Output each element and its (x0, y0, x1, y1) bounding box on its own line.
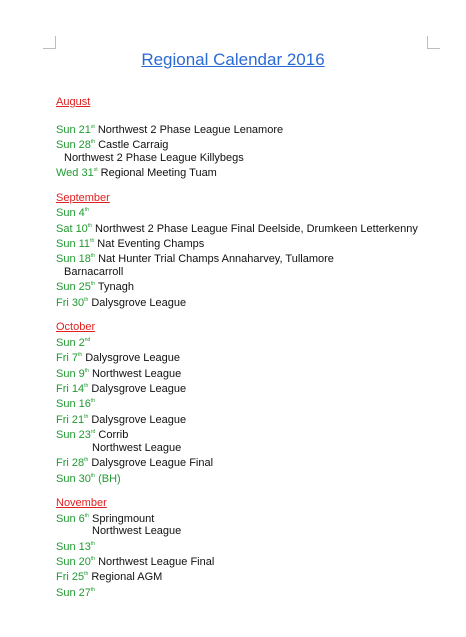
month-heading: November (56, 497, 107, 510)
entry-date (56, 556, 95, 568)
entry-day-suffix: th (90, 238, 95, 245)
month-heading: October (56, 321, 96, 334)
entry-day: Wed 31 (56, 167, 94, 180)
entry-date (56, 207, 89, 219)
entry-day-suffix: th (84, 383, 89, 390)
month-heading: September (56, 191, 110, 204)
entry-date (56, 167, 98, 179)
calendar-entry (56, 365, 456, 380)
entry-event: Dalysgrove League (91, 413, 187, 426)
entry-event: Northwest League Final (98, 555, 215, 568)
entry-date (56, 513, 89, 525)
entry-day: Sun 21 (56, 123, 91, 136)
entry-date (56, 281, 95, 293)
entry-day: Sun 6 (56, 512, 85, 525)
entry-day: Sun 16 (56, 398, 91, 411)
entry-event: Dalysgrove League Final (91, 457, 214, 470)
entry-day: Sun 18 (56, 253, 91, 266)
calendar-entry (56, 294, 456, 309)
entry-event: Dalysgrove League (85, 352, 181, 365)
calendar-entry (56, 538, 456, 553)
calendar-entry (56, 164, 456, 179)
document-title: Regional Calendar 2016 (141, 50, 325, 69)
entry-event: Corrib (98, 429, 129, 442)
entry-day-suffix: th (90, 253, 96, 260)
entry-date (56, 139, 95, 151)
calendar-entry (56, 411, 456, 426)
calendar-entry (56, 454, 456, 469)
entry-event: Nat Eventing Champs (97, 238, 205, 251)
entry-date (56, 587, 95, 599)
entry-day-suffix: th (84, 571, 89, 578)
calendar-entry (56, 136, 456, 151)
entry-day: Sun 30 (56, 472, 91, 485)
calendar-entry (56, 278, 456, 293)
calendar-entry (56, 349, 456, 364)
blank-line (56, 179, 456, 191)
entry-date (56, 383, 88, 395)
entry-day: Sun 11 (56, 238, 91, 251)
entry-day: Sun 25 (56, 281, 91, 294)
entry-date (56, 124, 95, 136)
entry-date (56, 337, 90, 349)
month-heading: August (56, 96, 91, 108)
calendar-entry (56, 510, 456, 525)
entry-day-suffix: th (87, 222, 92, 229)
entry-day: Fri 25 (56, 571, 85, 584)
entry-event: Regional Meeting Tuam (100, 167, 217, 180)
entry-day-suffix: nd (84, 336, 91, 343)
entry-date (56, 414, 88, 426)
entry-day: Sun 2 (56, 336, 85, 349)
crop-mark-top-left (43, 36, 56, 49)
entry-event: Dalysgrove League (91, 383, 187, 396)
blank-line (56, 485, 456, 497)
calendar-body (56, 96, 456, 599)
entry-event-continuation: Northwest League (92, 441, 182, 454)
entry-event: Castle Carraig (98, 139, 169, 152)
entry-day: Sun 4 (56, 207, 85, 220)
entry-day: Fri 14 (56, 383, 85, 396)
entry-date (56, 473, 95, 485)
entry-date (56, 541, 95, 553)
calendar-entry (56, 220, 456, 235)
entry-day: Sun 27 (56, 586, 91, 599)
entry-date (56, 352, 82, 364)
entry-date (56, 238, 94, 250)
entry-event-continuation: Barnacarroll (64, 265, 124, 278)
entry-day-suffix: th (84, 367, 89, 374)
calendar-entry (56, 426, 456, 441)
calendar-entry (56, 204, 456, 219)
entry-day-suffix: th (90, 540, 96, 547)
entry-day: Sun 13 (56, 540, 91, 553)
crop-mark-top-right (427, 36, 440, 49)
entry-event-continuation: Northwest League (92, 525, 182, 538)
blank-line (56, 309, 456, 321)
calendar-entry (56, 334, 456, 349)
entry-date (56, 398, 95, 410)
entry-date (56, 368, 89, 380)
entry-event: (BH) (98, 472, 121, 485)
entry-event: Northwest 2 Phase League Lenamore (97, 123, 284, 136)
entry-event-continuation: Northwest 2 Phase League Killybegs (64, 151, 244, 164)
entry-event: Northwest League (91, 367, 182, 380)
entry-day-suffix: th (84, 207, 89, 214)
entry-day-suffix: st (93, 167, 98, 174)
entry-day: Sun 23 (56, 429, 91, 442)
entry-day: Fri 7 (56, 352, 78, 365)
entry-day: Sun 9 (56, 367, 85, 380)
entry-day-suffix: st (90, 123, 95, 130)
calendar-entry (56, 250, 456, 265)
entry-day: Fri 30 (56, 296, 85, 309)
calendar-entry (56, 380, 456, 395)
entry-event: Regional AGM (91, 571, 163, 584)
entry-day-suffix: th (90, 398, 96, 405)
calendar-entry (56, 121, 456, 136)
entry-event: Springmount (91, 512, 155, 525)
entry-date (56, 429, 95, 441)
entry-date (56, 457, 88, 469)
calendar-entry (56, 553, 456, 568)
entry-day: Sun 20 (56, 555, 91, 568)
entry-day: Fri 28 (56, 457, 85, 470)
entry-day-suffix: th (78, 352, 83, 359)
entry-day-suffix: th (90, 281, 96, 288)
entry-date (56, 571, 88, 583)
calendar-entry (56, 568, 456, 583)
entry-event: Nat Hunter Trial Champs Annaharvey, Tullamore (98, 253, 334, 266)
entry-date (56, 297, 88, 309)
calendar-entry (56, 395, 456, 410)
entry-event: Dalysgrove League (91, 296, 187, 309)
entry-day-suffix: rd (90, 429, 96, 436)
entry-day: Sun 28 (56, 139, 91, 152)
entry-event: Tynagh (97, 281, 134, 294)
entry-day-suffix: th (84, 512, 89, 519)
entry-day: Fri 21 (56, 413, 85, 426)
entry-day-suffix: th (84, 457, 89, 464)
entry-day-suffix: th (90, 472, 96, 479)
entry-date (56, 253, 95, 265)
calendar-entry (56, 584, 456, 599)
entry-day-suffix: th (90, 139, 96, 146)
entry-day-suffix: th (90, 555, 96, 562)
blank-line (56, 108, 456, 120)
calendar-entry (56, 235, 456, 250)
calendar-entry (56, 470, 456, 485)
entry-date (56, 223, 92, 235)
entry-event: Northwest 2 Phase League Final Deelside, Drumkeen Letterkenny (95, 222, 418, 235)
entry-day-suffix: th (84, 296, 89, 303)
entry-day: Sat 10 (56, 222, 88, 235)
entry-day-suffix: th (90, 586, 96, 593)
entry-day-suffix: th (84, 413, 89, 420)
